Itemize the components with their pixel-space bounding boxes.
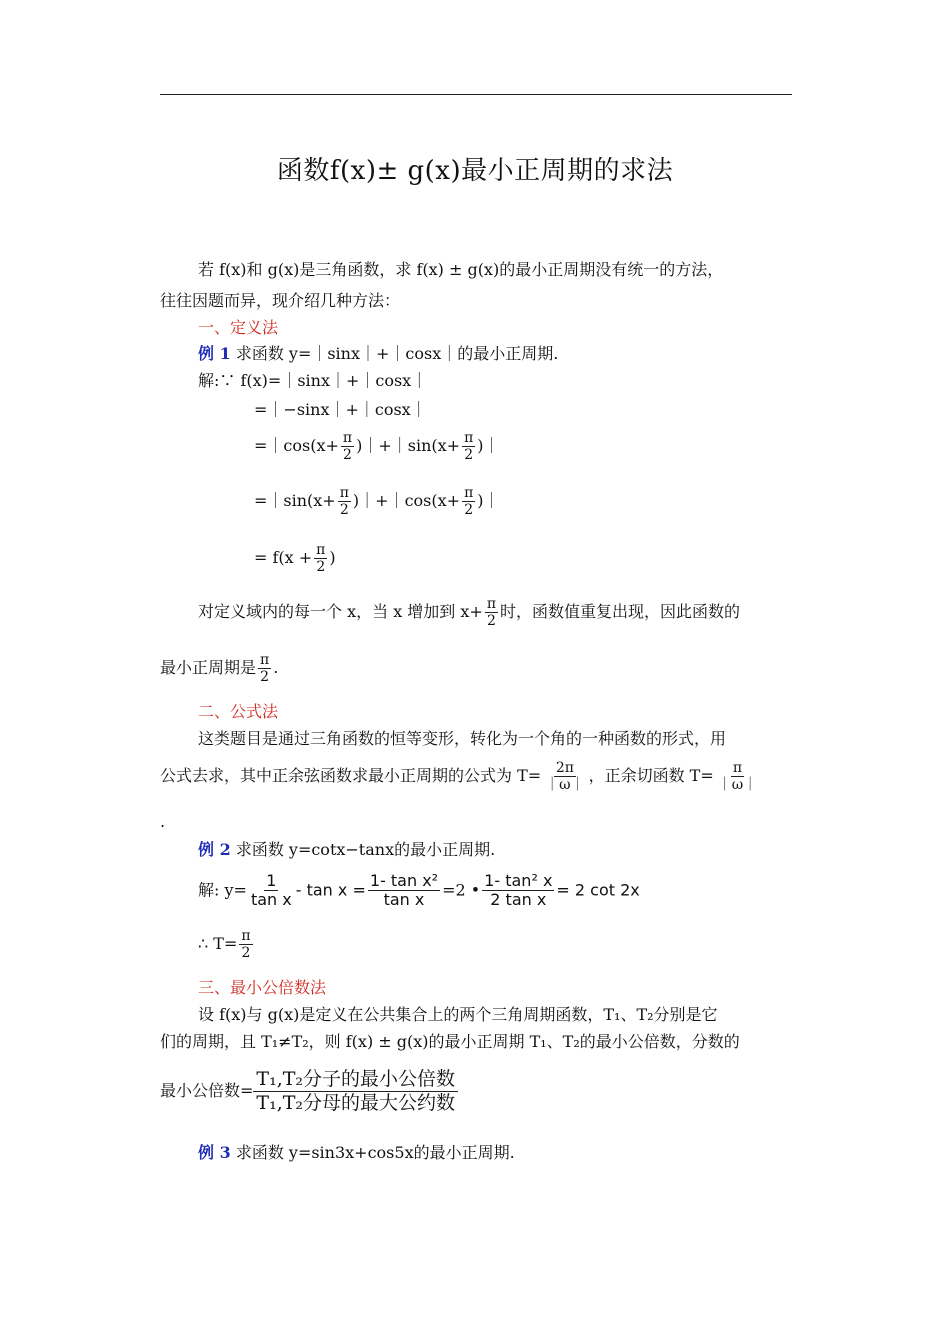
example-1-label: 例 1 xyxy=(198,344,231,363)
example-3 xyxy=(198,1145,515,1161)
section-2-heading: 二、公式法 xyxy=(198,702,279,721)
fraction-denominator: tan x xyxy=(383,890,425,910)
solution-1-step-2: =｜−sinx｜+｜cosx｜ xyxy=(254,400,427,419)
fraction-numerator: 1 xyxy=(266,871,277,890)
section-2-period: . xyxy=(160,812,166,831)
section-3-line-1: 设 f(x)与 g(x)是定义在公共集合上的两个三角周期函数，T₁、T₂分别是它 xyxy=(198,1005,718,1024)
pi-over-2-fraction xyxy=(462,430,475,463)
fraction-numerator: π xyxy=(464,485,474,501)
solution-1-step-1: 解:∵ f(x)=｜sinx｜+｜cosx｜ xyxy=(198,371,428,390)
fraction-denominator: 2 xyxy=(486,613,496,630)
fraction-denominator: T₁,T₂分母的最大公约数 xyxy=(256,1092,456,1114)
therefore-text: ∴ T= xyxy=(198,934,238,954)
fraction-numerator: 2π xyxy=(555,760,574,776)
fraction-numerator: 1- tan² x xyxy=(484,871,553,890)
pi-over-2-fraction xyxy=(341,430,354,463)
fraction-numerator: π xyxy=(260,652,270,668)
step-3-part-c: )｜ xyxy=(477,436,500,456)
solution-2-result: = 2 cot 2x xyxy=(556,880,640,900)
pi-over-omega-fraction xyxy=(716,760,759,793)
step-4-part-a: =｜sin(x+ xyxy=(254,491,336,511)
header-rule xyxy=(160,94,792,95)
lcm-label: 最小公倍数= xyxy=(160,1081,254,1100)
example-2-text: 求函数 y=cotx−tanx的最小正周期. xyxy=(235,840,496,859)
step-5-part-a: = f(x + xyxy=(254,548,313,568)
example-1-text: 求函数 y=｜sinx｜+｜cosx｜的最小正周期. xyxy=(235,344,559,363)
pi-over-2-fraction xyxy=(462,485,475,518)
section-3-line-3 xyxy=(160,1070,458,1113)
section-1-conclusion-line-1 xyxy=(198,596,740,629)
fraction-denominator: 2 xyxy=(241,945,251,962)
fraction-denominator: 2 xyxy=(464,502,474,519)
formula-text-a: 公式去求，其中正余弦函数求最小正周期的公式为 T= xyxy=(160,766,542,786)
one-over-tanx-fraction xyxy=(249,872,294,910)
lcm-fraction xyxy=(253,1070,458,1113)
fraction-numerator: π xyxy=(339,485,349,501)
pi-over-2-fraction xyxy=(258,652,271,685)
fraction-numerator: 1- tan x² xyxy=(369,871,439,890)
fraction-numerator: π xyxy=(732,760,743,776)
solution-1-step-4 xyxy=(254,485,500,518)
fraction-denominator: tan x xyxy=(250,890,292,910)
conclusion-part-a: 对定义域内的每一个 x，当 x 增加到 x+ xyxy=(198,602,483,622)
fraction-numerator: T₁,T₂分子的最小公倍数 xyxy=(253,1070,458,1092)
fraction-numerator: π xyxy=(464,430,474,446)
example-3-text: 求函数 y=sin3x+cos5x的最小正周期. xyxy=(235,1143,515,1162)
section-1-heading: 一、定义法 xyxy=(198,318,279,337)
section-1-conclusion-line-2 xyxy=(160,652,278,685)
section-3-heading: 三、最小公倍数法 xyxy=(198,978,327,997)
fraction-numerator: π xyxy=(486,596,497,612)
section-2-line-2 xyxy=(160,760,761,793)
example-2 xyxy=(198,842,495,858)
fraction-denominator: 2 xyxy=(316,559,326,576)
example-2-label: 例 2 xyxy=(198,840,231,859)
section-2-line-1: 这类题目是通过三角函数的恒等变形，转化为一个角的一种函数的形式，用 xyxy=(198,729,727,748)
one-minus-tan2-over-2tanx-fraction xyxy=(482,872,554,910)
solution-2-part-a: 解: y= xyxy=(198,880,247,900)
fraction-denominator: 2 xyxy=(339,502,349,519)
solution-2-two-dot: =2 • xyxy=(442,880,481,900)
section-3-line-2: 们的周期，且 T₁≠T₂，则 f(x) ± g(x)的最小正周期 T₁、T₂的最小公倍数，分数的 xyxy=(160,1032,740,1051)
intro-line-1: 若 f(x)和 g(x)是三角函数，求 f(x) ± g(x)的最小正周期没有统一的方法， xyxy=(198,260,724,279)
step-4-part-c: )｜ xyxy=(477,491,500,511)
fraction-numerator: π xyxy=(241,928,251,944)
conclusion-part-c: 最小正周期是 xyxy=(160,658,257,678)
pi-over-2-fraction xyxy=(485,596,498,629)
fraction-numerator: π xyxy=(342,430,353,446)
pi-over-2-fraction xyxy=(314,542,327,575)
fraction-numerator: π xyxy=(316,542,326,558)
fraction-denominator: ｜ω｜ xyxy=(545,777,585,794)
fraction-denominator: 2 xyxy=(464,447,474,464)
formula-text-b: ，正余切函数 T= xyxy=(588,766,714,786)
page-title: 函数f(x)± g(x)最小正周期的求法 xyxy=(276,156,674,186)
example-3-label: 例 3 xyxy=(198,1143,231,1162)
solution-1-step-3 xyxy=(254,430,500,463)
two-pi-over-omega-fraction xyxy=(543,760,586,793)
step-3-part-a: =｜cos(x+ xyxy=(254,436,339,456)
step-4-part-b: )｜+｜cos(x+ xyxy=(352,491,461,511)
step-5-part-b: ) xyxy=(329,548,336,568)
pi-over-2-fraction xyxy=(239,928,252,961)
fraction-denominator: 2 xyxy=(343,447,352,464)
solution-2-minus-tanx: - tan x = xyxy=(295,880,366,900)
solution-1-step-5 xyxy=(254,542,336,575)
intro-line-2: 往往因题而异，现介绍几种方法： xyxy=(160,291,401,310)
example-1 xyxy=(198,346,558,362)
conclusion-period: . xyxy=(273,658,279,678)
solution-2-therefore xyxy=(198,928,255,961)
step-3-part-b: )｜+｜sin(x+ xyxy=(356,436,461,456)
pi-over-2-fraction xyxy=(338,485,351,518)
fraction-denominator: 2 tan x xyxy=(490,890,547,910)
fraction-denominator: ｜ω｜ xyxy=(717,777,758,794)
one-minus-tan2-over-tanx-fraction xyxy=(368,872,440,910)
solution-2 xyxy=(198,872,640,910)
conclusion-part-b: 时，函数值重复出现，因此函数的 xyxy=(500,602,741,622)
fraction-denominator: 2 xyxy=(260,669,270,686)
